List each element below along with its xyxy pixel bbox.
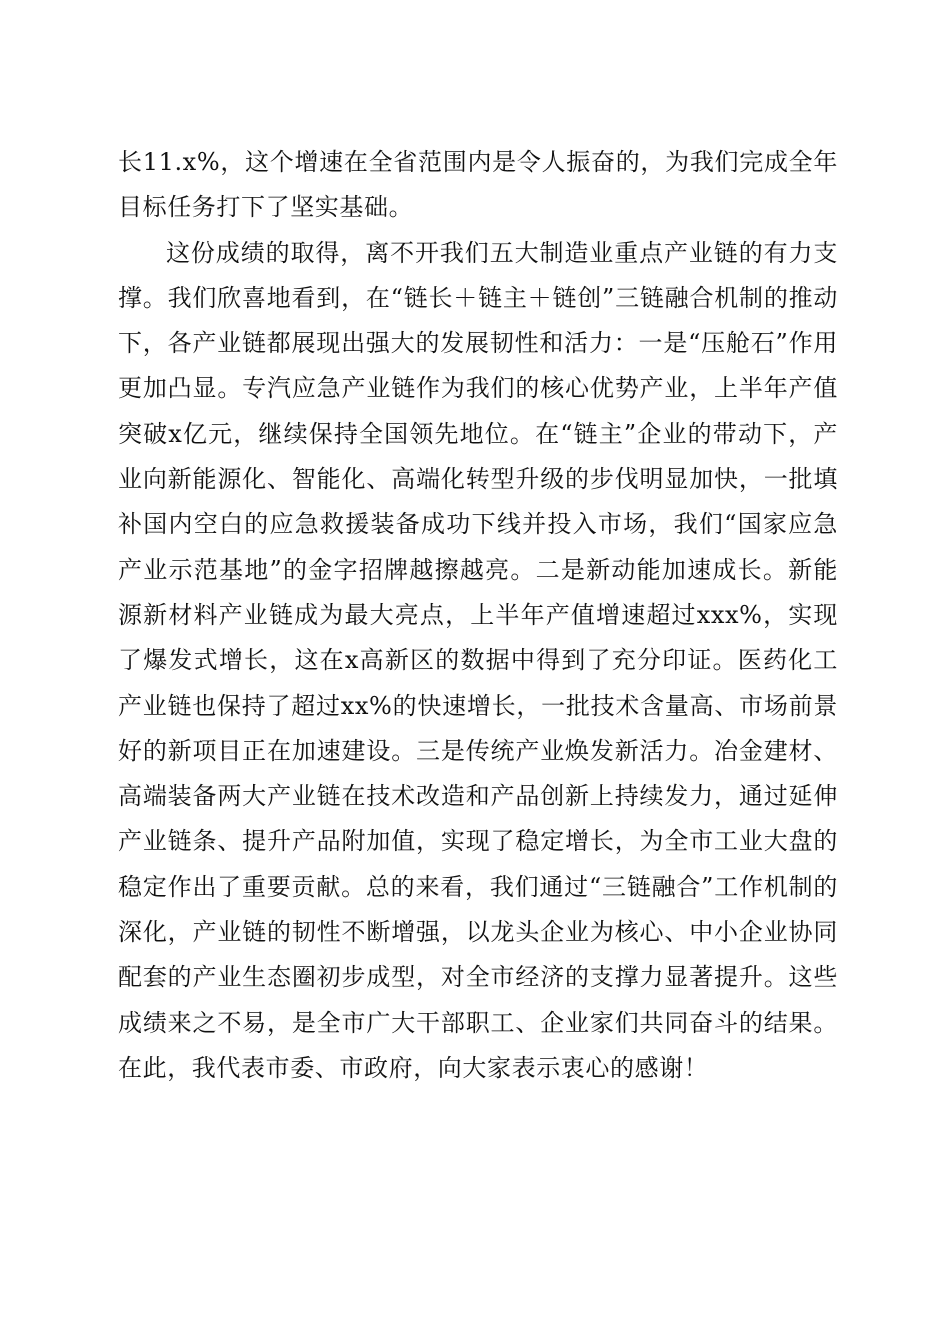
paragraph-continued: 长11.x%，这个增速在全省范围内是令人振奋的，为我们完成全年目标任务打下了坚实基础。 xyxy=(118,148,838,222)
document-body xyxy=(118,140,838,1091)
paragraph-industry-chains: 这份成绩的取得，离不开我们五大制造业重点产业链的有力支撑。我们欣喜地看到，在“链长＋链主＋链创”三链融合机制的推动下，各产业链都展现出强大的发展韧性和活力：一是“压舱石”作用更加凸显。专汽应急产业链作为我们的核心优势产业，上半年产值突破x亿元，继续保持全国领先地位。在“链主”企业的带动下，产业向新能源化、智能化、高端化转型升级的步伐明显加快，一批填补国内空白的应急救援装备成功下线并投入市场，我们“国家应急产业示范基地”的金字招牌越擦越亮。二是新动能加速成长。新能源新材料产业链成为最大亮点，上半年产值增速超过xxx%，实现了爆发式增长，这在x高新区的数据中得到了充分印证。医药化工产业链也保持了超过xx%的快速增长，一批技术含量高、市场前景好的新项目正在加速建设。三是传统产业焕发新活力。冶金建材、高端装备两大产业链在技术改造和产品创新上持续发力，通过延伸产业链条、提升产品附加值，实现了稳定增长，为全市工业大盘的稳定作出了重要贡献。总的来看，我们通过“三链融合”工作机制的深化，产业链的韧性不断增强，以龙头企业为核心、中小企业协同配套的产业生态圈初步成型，对全市经济的支撑力显著提升。这些成绩来之不易，是全市广大干部职工、企业家们共同奋斗的结果。在此，我代表市委、市政府，向大家表示衷心的感谢！ xyxy=(118,238,838,1082)
